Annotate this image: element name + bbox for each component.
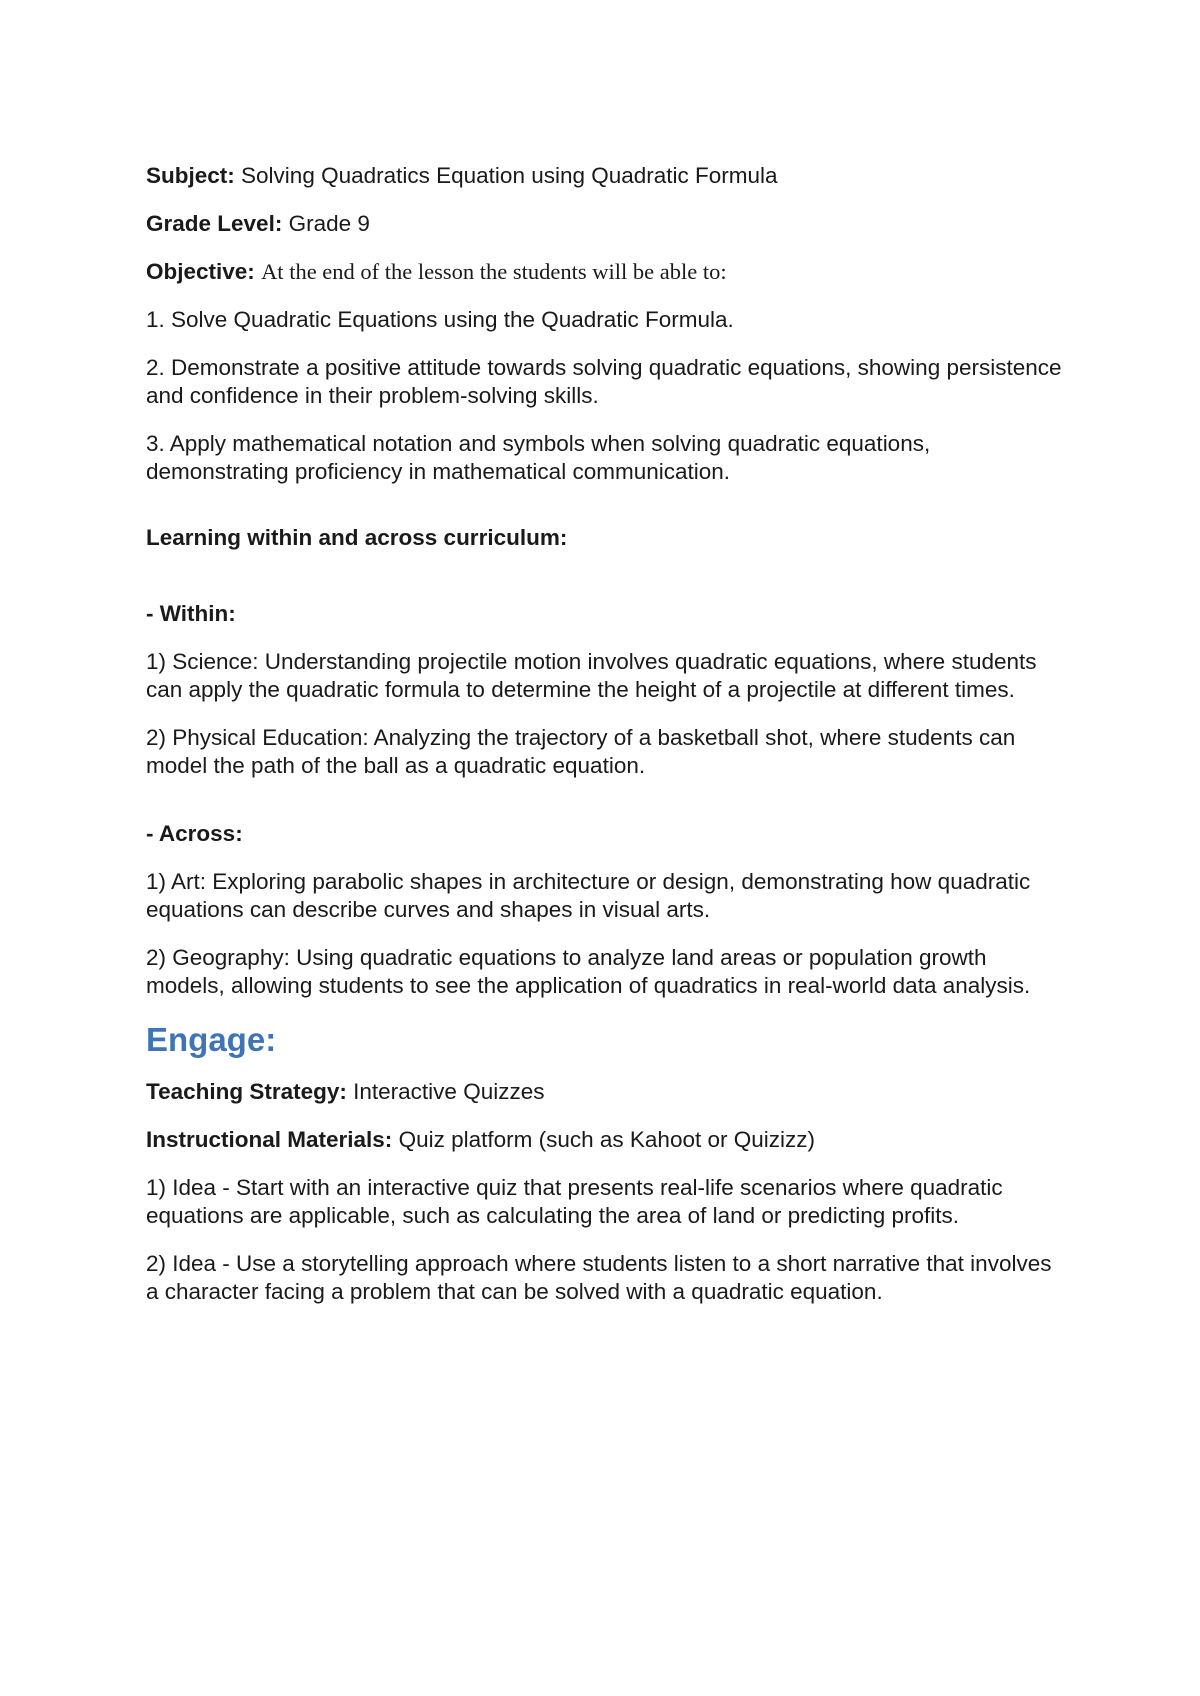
objective-line — [146, 258, 1066, 286]
across-item-2: 2) Geography: Using quadratic equations to analyze land areas or population growth models, allowing students to see the application of quadratics in real-world data analysis. — [146, 945, 1031, 998]
engage-heading: Engage: — [146, 1021, 277, 1058]
across-item-1: 1) Art: Exploring parabolic shapes in architecture or design, demonstrating how quadratic equations can describe curves and shapes in visual arts. — [146, 869, 1031, 922]
engage-idea-2: 2) Idea - Use a storytelling approach where students listen to a short narrative that involves a character facing a problem that can be solved with a quadratic equation. — [146, 1251, 1052, 1304]
teaching-strategy-line — [146, 1078, 1066, 1106]
teaching-strategy-value: Interactive Quizzes — [353, 1079, 545, 1104]
curriculum-title: Learning within and across curriculum: — [146, 525, 568, 550]
instructional-materials-label: Instructional Materials: — [146, 1127, 393, 1152]
objective-item-3: 3. Apply mathematical notation and symbols when solving quadratic equations, demonstrating proficiency in mathematical communication. — [146, 431, 931, 484]
instructional-materials-value: Quiz platform (such as Kahoot or Quizizz) — [398, 1127, 815, 1152]
subject-value: Solving Quadratics Equation using Quadratic Formula — [241, 163, 778, 188]
subject-label: Subject: — [146, 163, 235, 188]
objective-intro: At the end of the lesson the students will be able to: — [261, 259, 727, 284]
grade-level-value: Grade 9 — [288, 211, 370, 236]
instructional-materials-line — [146, 1126, 1066, 1154]
objective-item-2: 2. Demonstrate a positive attitude towards solving quadratic equations, showing persistence and confidence in their problem-solving skills. — [146, 355, 1062, 408]
within-item-2: 2) Physical Education: Analyzing the trajectory of a basketball shot, where students can model the path of the ball as a quadratic equation. — [146, 725, 1016, 778]
objective-label: Objective: — [146, 259, 255, 284]
subject-line — [146, 162, 1066, 190]
across-label: - Across: — [146, 821, 243, 846]
within-label: - Within: — [146, 601, 236, 626]
grade-level-label: Grade Level: — [146, 211, 283, 236]
teaching-strategy-label: Teaching Strategy: — [146, 1079, 347, 1104]
within-item-1: 1) Science: Understanding projectile motion involves quadratic equations, where students can apply the quadratic formula to determine the height of a projectile at different times. — [146, 649, 1037, 702]
grade-level-line — [146, 210, 1066, 238]
document-page — [146, 162, 1066, 1326]
engage-idea-1: 1) Idea - Start with an interactive quiz that presents real-life scenarios where quadratic equations are applicable, such as calculating the area of land or predicting profits. — [146, 1175, 1003, 1228]
objective-item-1: 1. Solve Quadratic Equations using the Quadratic Formula. — [146, 307, 734, 332]
